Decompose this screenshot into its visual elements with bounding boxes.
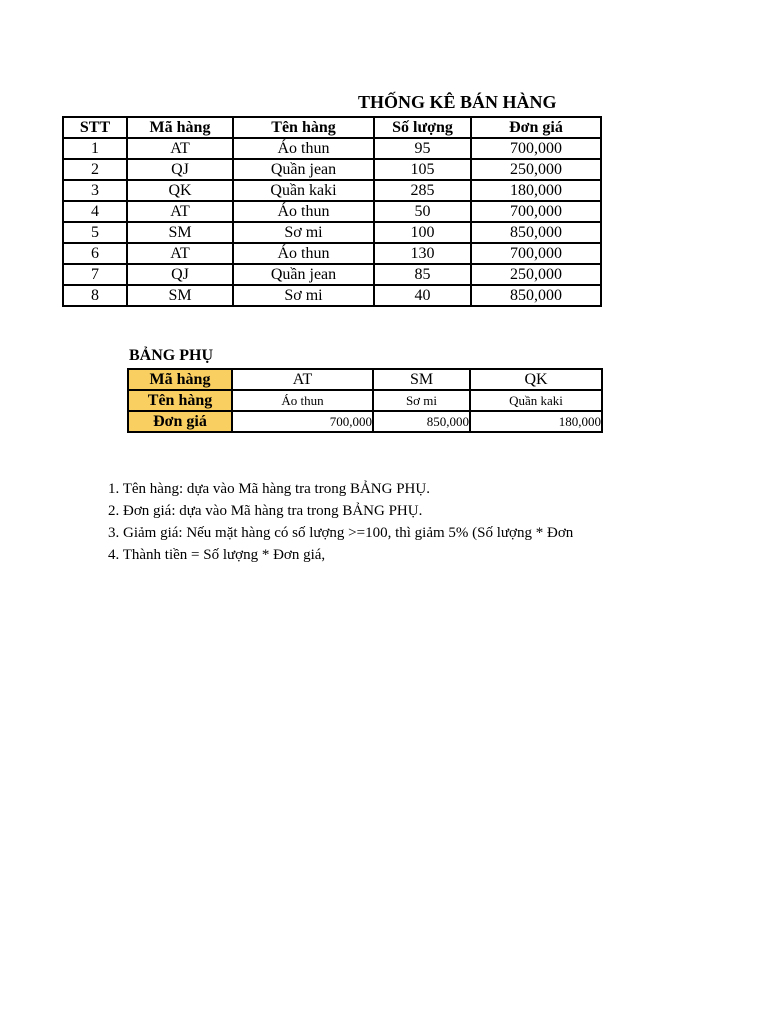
lookup-code: SM bbox=[373, 369, 470, 390]
cell-ma-hang: QJ bbox=[127, 264, 233, 285]
lookup-price: 700,000 bbox=[232, 411, 373, 432]
lookup-label-ma-hang: Mã hàng bbox=[128, 369, 232, 390]
header-ma-hang: Mã hàng bbox=[127, 117, 233, 138]
table-row bbox=[63, 243, 601, 264]
cell-so-luong: 40 bbox=[374, 285, 471, 306]
table-row bbox=[63, 159, 601, 180]
aux-table-title: BẢNG PHỤ bbox=[129, 347, 213, 364]
cell-don-gia: 850,000 bbox=[471, 222, 601, 243]
cell-so-luong: 50 bbox=[374, 201, 471, 222]
lookup-row-codes bbox=[128, 369, 602, 390]
cell-ten-hang: Áo thun bbox=[233, 201, 374, 222]
lookup-table bbox=[127, 368, 603, 433]
cell-ten-hang: Sơ mi bbox=[233, 222, 374, 243]
cell-so-luong: 285 bbox=[374, 180, 471, 201]
header-ten-hang: Tên hàng bbox=[233, 117, 374, 138]
cell-ma-hang: AT bbox=[127, 201, 233, 222]
cell-ma-hang: QK bbox=[127, 180, 233, 201]
cell-stt: 2 bbox=[63, 159, 127, 180]
cell-ten-hang: Quần jean bbox=[233, 159, 374, 180]
table-row bbox=[63, 201, 601, 222]
instruction-line: 4. Thành tiền = Số lượng * Đơn giá, bbox=[108, 547, 326, 563]
cell-so-luong: 85 bbox=[374, 264, 471, 285]
sales-table bbox=[62, 116, 602, 307]
instruction-line: 2. Đơn giá: dựa vào Mã hàng tra trong BẢNG PHỤ. bbox=[108, 503, 423, 519]
cell-ten-hang: Quần kaki bbox=[233, 180, 374, 201]
cell-don-gia: 250,000 bbox=[471, 159, 601, 180]
header-stt: STT bbox=[63, 117, 127, 138]
cell-so-luong: 130 bbox=[374, 243, 471, 264]
cell-stt: 3 bbox=[63, 180, 127, 201]
lookup-price: 180,000 bbox=[470, 411, 602, 432]
sales-table-body bbox=[63, 138, 601, 306]
cell-ten-hang: Sơ mi bbox=[233, 285, 374, 306]
instruction-line: 1. Tên hàng: dựa vào Mã hàng tra trong BẢNG PHỤ. bbox=[108, 481, 430, 497]
cell-don-gia: 180,000 bbox=[471, 180, 601, 201]
cell-don-gia: 700,000 bbox=[471, 201, 601, 222]
cell-so-luong: 105 bbox=[374, 159, 471, 180]
lookup-name: Áo thun bbox=[232, 390, 373, 411]
cell-ma-hang: AT bbox=[127, 138, 233, 159]
instructions bbox=[108, 478, 608, 566]
lookup-label-don-gia: Đơn giá bbox=[128, 411, 232, 432]
cell-so-luong: 100 bbox=[374, 222, 471, 243]
table-row bbox=[63, 138, 601, 159]
lookup-price: 850,000 bbox=[373, 411, 470, 432]
page-title: THỐNG KÊ BÁN HÀNG bbox=[358, 92, 557, 112]
cell-don-gia: 700,000 bbox=[471, 243, 601, 264]
cell-stt: 1 bbox=[63, 138, 127, 159]
cell-stt: 5 bbox=[63, 222, 127, 243]
cell-ma-hang: QJ bbox=[127, 159, 233, 180]
lookup-name: Sơ mi bbox=[373, 390, 470, 411]
lookup-label-ten-hang: Tên hàng bbox=[128, 390, 232, 411]
cell-stt: 8 bbox=[63, 285, 127, 306]
table-row bbox=[63, 180, 601, 201]
cell-ten-hang: Áo thun bbox=[233, 243, 374, 264]
cell-so-luong: 95 bbox=[374, 138, 471, 159]
header-so-luong: Số lượng bbox=[374, 117, 471, 138]
cell-stt: 7 bbox=[63, 264, 127, 285]
table-row bbox=[63, 264, 601, 285]
instruction-line: 3. Giảm giá: Nếu mặt hàng có số lượng >=100, thì giảm 5% (Số lượng * Đơn bbox=[108, 525, 574, 541]
cell-don-gia: 250,000 bbox=[471, 264, 601, 285]
table-header-row bbox=[63, 117, 601, 138]
lookup-code: QK bbox=[470, 369, 602, 390]
cell-don-gia: 850,000 bbox=[471, 285, 601, 306]
table-row bbox=[63, 285, 601, 306]
cell-stt: 4 bbox=[63, 201, 127, 222]
lookup-row-names bbox=[128, 390, 602, 411]
cell-ten-hang: Quần jean bbox=[233, 264, 374, 285]
header-don-gia: Đơn giá bbox=[471, 117, 601, 138]
lookup-name: Quần kaki bbox=[470, 390, 602, 411]
lookup-code: AT bbox=[232, 369, 373, 390]
lookup-row-prices bbox=[128, 411, 602, 432]
cell-stt: 6 bbox=[63, 243, 127, 264]
table-row bbox=[63, 222, 601, 243]
cell-ma-hang: SM bbox=[127, 285, 233, 306]
cell-ma-hang: AT bbox=[127, 243, 233, 264]
cell-don-gia: 700,000 bbox=[471, 138, 601, 159]
cell-ma-hang: SM bbox=[127, 222, 233, 243]
cell-ten-hang: Áo thun bbox=[233, 138, 374, 159]
